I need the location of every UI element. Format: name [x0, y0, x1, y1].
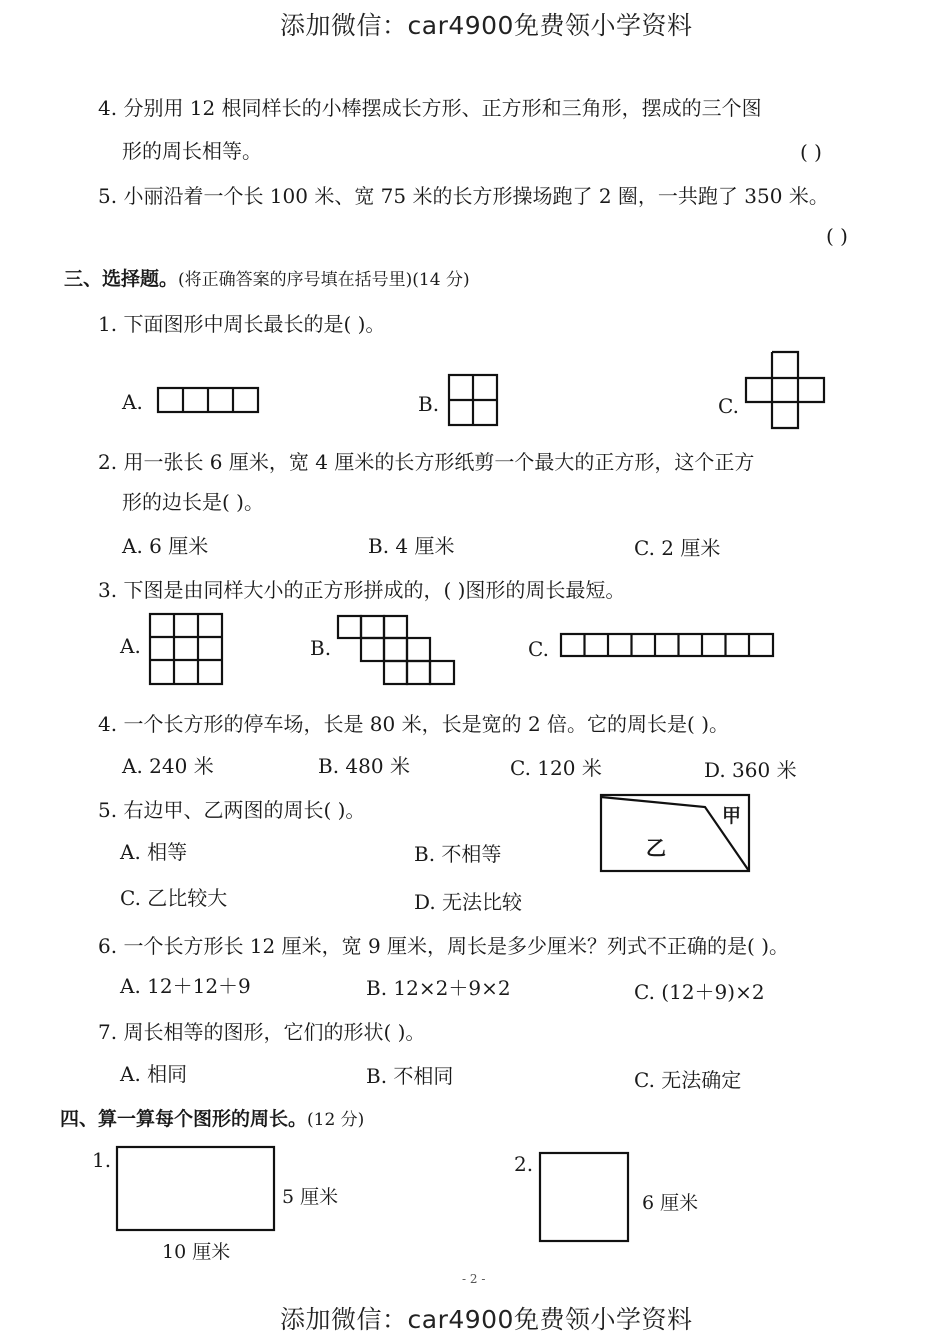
q3-option-b[interactable]: B. [310, 636, 332, 660]
section4-title: 四、算一算每个图形的周长。 [60, 1108, 308, 1130]
q1-figure-c [746, 352, 826, 430]
q2-option-a[interactable]: A. 6 厘米 [122, 534, 209, 558]
q2-option-c[interactable]: C. 2 厘米 [634, 536, 721, 560]
q6-option-a[interactable]: A. 12＋12＋9 [120, 974, 251, 998]
q5-option-b[interactable]: B. 不相等 [414, 842, 502, 866]
fig1-bottom-label: 10 厘米 [162, 1241, 231, 1263]
page-number: - 2 - [462, 1272, 486, 1286]
q3-option-c[interactable]: C. [528, 637, 549, 661]
q5-label-yi: 乙 [646, 836, 666, 860]
q3-figure-b [338, 616, 458, 686]
q3-figure-c [561, 634, 775, 658]
q4-option-d[interactable]: D. 360 米 [704, 758, 797, 782]
q7-option-b[interactable]: B. 不相同 [366, 1064, 454, 1088]
q7-option-a[interactable]: A. 相同 [120, 1062, 188, 1086]
q1-option-b[interactable]: B. [418, 392, 440, 416]
q1-option-a[interactable]: A. [122, 390, 143, 414]
fig2-number: 2. [514, 1152, 534, 1176]
judge-q4-answer-bracket[interactable]: ( ) [800, 140, 822, 164]
section4-heading [60, 1104, 364, 1131]
q4-stem: 4. 一个长方形的停车场，长是 80 米，长是宽的 2 倍。它的周长是( )。 [98, 712, 730, 736]
q4-option-a[interactable]: A. 240 米 [122, 754, 214, 778]
q7-stem: 7. 周长相等的图形，它们的形状( )。 [98, 1020, 426, 1044]
q6-option-b[interactable]: B. 12×2＋9×2 [366, 976, 511, 1000]
q3-option-a[interactable]: A. [120, 634, 141, 658]
section3-title: 三、选择题。 [64, 268, 179, 290]
q6-option-c[interactable]: C. (12＋9)×2 [634, 980, 765, 1004]
q1-stem: 1. 下面图形中周长最长的是( )。 [98, 312, 386, 336]
q4-option-c[interactable]: C. 120 米 [510, 756, 602, 780]
q5-option-d[interactable]: D. 无法比较 [414, 890, 523, 914]
watermark-bottom: 添加微信：car4900免费领小学资料 [280, 1305, 693, 1334]
q3-figure-a [150, 614, 224, 686]
section3-note: (将正确答案的序号填在括号里)(14 分) [178, 270, 470, 290]
fig1-number: 1. [92, 1148, 112, 1172]
watermark-top: 添加微信：car4900免费领小学资料 [280, 11, 693, 40]
q3-stem: 3. 下图是由同样大小的正方形拼成的，( )图形的周长最短。 [98, 578, 626, 602]
q1-figure-b [449, 375, 499, 427]
q1-figure-a [158, 388, 260, 414]
section3-heading [64, 264, 470, 291]
judge-q4-line1: 4. 分别用 12 根同样长的小棒摆成长方形、正方形和三角形，摆成的三个图 [98, 96, 762, 120]
q5-stem: 5. 右边甲、乙两图的周长( )。 [98, 798, 366, 822]
judge-q5-answer-bracket[interactable]: ( ) [826, 224, 848, 248]
q2-stem-line2: 形的边长是( )。 [122, 490, 264, 514]
fig2-square [540, 1153, 630, 1243]
q5-label-jia: 甲 [722, 805, 742, 827]
q2-stem-line1: 2. 用一张长 6 厘米，宽 4 厘米的长方形纸剪一个最大的正方形，这个正方 [98, 450, 755, 474]
q2-option-b[interactable]: B. 4 厘米 [368, 534, 455, 558]
section4-note: (12 分) [307, 1110, 365, 1130]
judge-q5-line1: 5. 小丽沿着一个长 100 米、宽 75 米的长方形操场跑了 2 圈，一共跑了 350 米。 [98, 184, 829, 208]
fig1-side-label: 5 厘米 [282, 1186, 339, 1208]
q4-option-b[interactable]: B. 480 米 [318, 754, 410, 778]
fig1-rectangle [117, 1147, 277, 1233]
q5-option-a[interactable]: A. 相等 [120, 840, 188, 864]
q1-option-c[interactable]: C. [718, 394, 739, 418]
judge-q4-line2: 形的周长相等。 [122, 139, 262, 163]
q5-option-c[interactable]: C. 乙比较大 [120, 886, 228, 910]
fig2-side-label: 6 厘米 [642, 1192, 699, 1214]
q7-option-c[interactable]: C. 无法确定 [634, 1068, 742, 1092]
q6-stem: 6. 一个长方形长 12 厘米，宽 9 厘米，周长是多少厘米？列式不正确的是( )。 [98, 934, 790, 958]
